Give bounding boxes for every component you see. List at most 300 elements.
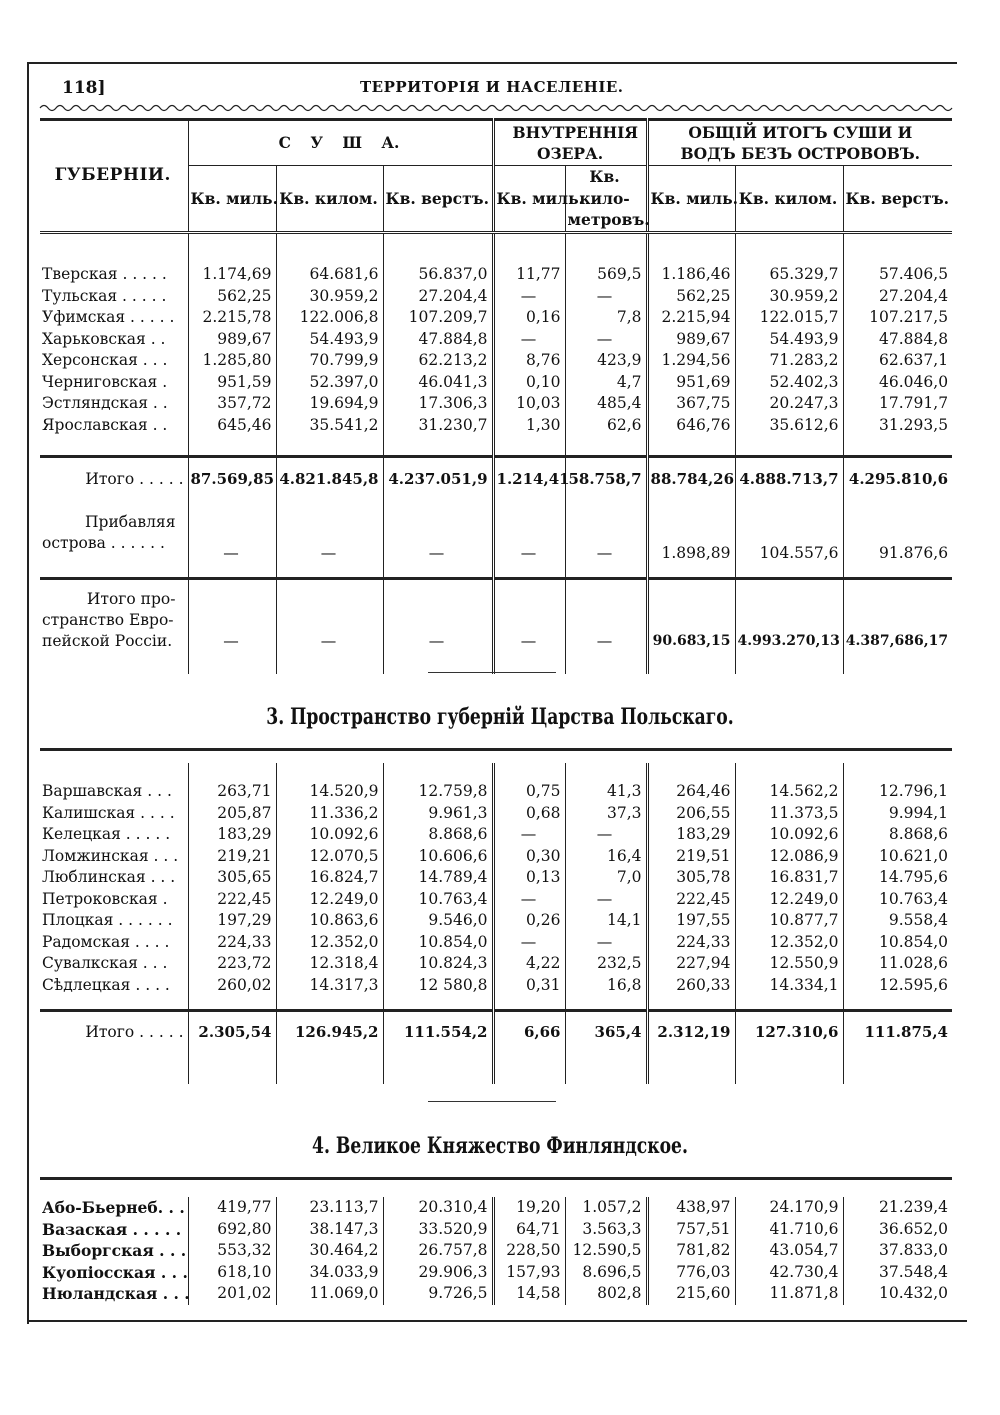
table-cell: — [188, 502, 276, 564]
table-cell: 30.464,2 [276, 1240, 383, 1262]
table-cell: 91.876,6 [843, 502, 952, 564]
row-name: Плоцкая . . . . . . [42, 911, 173, 929]
table-cell: 11.336,2 [276, 803, 383, 825]
spacer-cell [40, 1054, 188, 1084]
table-cell: 33.520,9 [383, 1219, 493, 1241]
table-cell: 111.875,4 [843, 1010, 952, 1054]
row-name: Эстляндская . . [42, 394, 168, 412]
table-cell: 107.209,7 [383, 307, 493, 329]
table-cell: 232,5 [565, 953, 647, 975]
row-name: Тульская . . . . . [42, 286, 167, 305]
table-body [40, 232, 952, 674]
table-cell: 645,46 [188, 415, 276, 437]
spacer-cell [493, 996, 565, 1010]
spacer-cell [647, 564, 735, 578]
spacer-cell [647, 232, 735, 264]
table-cell: 11.373,5 [735, 803, 843, 825]
row-name: Херсонская . . . [42, 351, 168, 369]
table-top-rule [40, 1177, 952, 1180]
spacer-row [40, 232, 952, 264]
table-cell: 14,58 [493, 1283, 565, 1305]
grand-total-row [40, 578, 952, 674]
table-cell: 0,75 [493, 781, 565, 803]
table-row [40, 264, 952, 286]
table-cell: 4,7 [565, 372, 647, 394]
spacer-cell [735, 1054, 843, 1084]
table-cell: 12.086,9 [735, 846, 843, 868]
table-cell: 1,30 [493, 415, 565, 437]
table-cell: 4,22 [493, 953, 565, 975]
table-cell: — [276, 578, 383, 674]
table-row [40, 889, 952, 911]
table-cell: — [493, 286, 565, 308]
table-row [40, 910, 952, 932]
table-cell: 1.285,80 [188, 350, 276, 372]
table-cell: 11.871,8 [735, 1283, 843, 1305]
spacer-cell [188, 763, 276, 781]
table-cell: 30.959,2 [735, 286, 843, 308]
spacer-cell [276, 564, 383, 578]
table-cell: — [493, 329, 565, 351]
table-cell: 183,29 [188, 824, 276, 846]
table-cell: 65.329,7 [735, 264, 843, 286]
table-body [40, 763, 952, 1084]
table-cell: — [565, 932, 647, 954]
table-cell: 562,25 [647, 286, 735, 308]
table-cell: 224,33 [647, 932, 735, 954]
table-cell: — [565, 329, 647, 351]
spacer-cell [188, 232, 276, 264]
table-cell: 12.249,0 [276, 889, 383, 911]
row-name [40, 502, 188, 564]
unit-header: Кв. миль. [647, 166, 735, 233]
table-cell: 58.758,7 [565, 456, 647, 502]
table-cell: 10.763,4 [843, 889, 952, 911]
table-cell: 8.868,6 [843, 824, 952, 846]
table-cell: — [565, 502, 647, 564]
table-cell: 4.888.713,7 [735, 456, 843, 502]
spacer-cell [40, 436, 188, 456]
table-cell: 54.493,9 [276, 329, 383, 351]
table-cell: 1.057,2 [565, 1197, 647, 1219]
table-cell: 4.993.270,13 [735, 578, 843, 674]
spacer-row [40, 564, 952, 578]
row-name: Итого . . . . . [40, 456, 188, 502]
row-name: Петроковская . [42, 889, 168, 908]
table-row [40, 1262, 952, 1284]
table-cell: 8,76 [493, 350, 565, 372]
table-cell: 569,5 [565, 264, 647, 286]
table-cell: — [383, 578, 493, 674]
table-european-russia [40, 118, 952, 674]
table-row [40, 1240, 952, 1262]
table-cell: — [276, 502, 383, 564]
table-cell: 1.214,41 [493, 456, 565, 502]
table-cell: 215,60 [647, 1283, 735, 1305]
spacer-cell [40, 996, 188, 1010]
table-cell: 0,13 [493, 867, 565, 889]
table-cell: 9.546,0 [383, 910, 493, 932]
spacer-cell [188, 1054, 276, 1084]
section-divider [428, 1101, 556, 1102]
spacer-cell [276, 763, 383, 781]
table-cell: 206,55 [647, 803, 735, 825]
spacer-cell [565, 763, 647, 781]
table-cell: 4.821.845,8 [276, 456, 383, 502]
table-cell: 90.683,15 [647, 578, 735, 674]
section-title-poland: 3. Пространство губерній Царства Польскаго. [266, 704, 734, 730]
spacer-row [40, 996, 952, 1010]
table-row [40, 846, 952, 868]
spacer-cell [843, 996, 952, 1010]
table-cell: 12.352,0 [276, 932, 383, 954]
row-name: Черниговская . [42, 372, 168, 391]
table-cell: 10.763,4 [383, 889, 493, 911]
table-cell: — [493, 889, 565, 911]
table-cell: 14,1 [565, 910, 647, 932]
table-cell: 54.493,9 [735, 329, 843, 351]
table-cell: 12.352,0 [735, 932, 843, 954]
row-name: Ярославская . . [42, 415, 168, 434]
table-cell: 367,75 [647, 393, 735, 415]
table-cell: 989,67 [647, 329, 735, 351]
table-row [40, 824, 952, 846]
row-name: Итого . . . . . [40, 1010, 188, 1054]
table-cell: 127.310,6 [735, 1010, 843, 1054]
table-cell: — [565, 286, 647, 308]
table-cell: 2.215,94 [647, 307, 735, 329]
spacer-cell [565, 564, 647, 578]
table-cell: 1.294,56 [647, 350, 735, 372]
table-cell: 88.784,26 [647, 456, 735, 502]
table-cell: 70.799,9 [276, 350, 383, 372]
table-row [40, 932, 952, 954]
table-cell: 224,33 [188, 932, 276, 954]
table-cell: 802,8 [565, 1283, 647, 1305]
table-cell: 10.863,6 [276, 910, 383, 932]
spacer-cell [188, 436, 276, 456]
table-cell: 12.070,5 [276, 846, 383, 868]
table-cell: 989,67 [188, 329, 276, 351]
spacer-cell [735, 763, 843, 781]
table-row [40, 393, 952, 415]
table-row [40, 1219, 952, 1241]
page-frame-left [27, 62, 29, 1324]
table-cell: 0,10 [493, 372, 565, 394]
table-cell: 228,50 [493, 1240, 565, 1262]
table-cell: 260,02 [188, 975, 276, 997]
table-cell: 7,8 [565, 307, 647, 329]
section-title-finland: 4. Великое Княжество Финляндское. [312, 1133, 688, 1159]
table-cell: 8.868,6 [383, 824, 493, 846]
table-row [40, 975, 952, 997]
table-cell: 6,66 [493, 1010, 565, 1054]
spacer-cell [383, 763, 493, 781]
table-cell: 47.884,8 [383, 329, 493, 351]
section-divider [428, 672, 556, 673]
spacer-cell [383, 564, 493, 578]
table-row [40, 307, 952, 329]
table-cell: 34.033,9 [276, 1262, 383, 1284]
table-cell: 87.569,85 [188, 456, 276, 502]
table-cell: 14.562,2 [735, 781, 843, 803]
page-frame-top [27, 62, 957, 64]
spacer-cell [843, 1054, 952, 1084]
table-cell: 11.028,6 [843, 953, 952, 975]
table-cell: 104.557,6 [735, 502, 843, 564]
header-total: ОБЩІЙ ИТОГЪ СУШИ И ВОДЪ БЕЗЪ ОСТРОВОВЪ. [647, 120, 952, 166]
table-cell: 31.293,5 [843, 415, 952, 437]
table-row [40, 1283, 952, 1305]
row-name-line: пейской Россіи. [42, 632, 173, 650]
table-cell: 423,9 [565, 350, 647, 372]
row-name [40, 578, 188, 674]
table-cell: 23.113,7 [276, 1197, 383, 1219]
table-cell: 107.217,5 [843, 307, 952, 329]
table-cell: 219,51 [647, 846, 735, 868]
table-cell: 9.961,3 [383, 803, 493, 825]
row-name-line: Прибавляя [85, 513, 176, 531]
table-cell: 4.237.051,9 [383, 456, 493, 502]
table-cell: 11.069,0 [276, 1283, 383, 1305]
unit-header: Кв. кило-метровъ. [565, 166, 647, 233]
table-cell: — [493, 502, 565, 564]
row-name: Нюландская . . . [42, 1284, 190, 1303]
table-cell: 757,51 [647, 1219, 735, 1241]
table-cell: 16.831,7 [735, 867, 843, 889]
page-frame-bottom [27, 1320, 967, 1322]
table-body [40, 1197, 952, 1305]
table-cell: 12.318,4 [276, 953, 383, 975]
table-cell: 1.174,69 [188, 264, 276, 286]
spacer-cell [493, 232, 565, 264]
table-cell: 17.791,7 [843, 393, 952, 415]
table-cell: 263,71 [188, 781, 276, 803]
spacer-cell [843, 436, 952, 456]
table-cell: 3.563,3 [565, 1219, 647, 1241]
unit-header: Кв. килом. [276, 166, 383, 233]
table-cell: 16.824,7 [276, 867, 383, 889]
table-row [40, 286, 952, 308]
table-cell: — [565, 889, 647, 911]
table-row [40, 372, 952, 394]
islands-row [40, 502, 952, 564]
spacer-cell [647, 996, 735, 1010]
table-cell: 46.041,3 [383, 372, 493, 394]
table-cell: 42.730,4 [735, 1262, 843, 1284]
table-cell: 10,03 [493, 393, 565, 415]
header-susha: С У Ш А. [188, 120, 493, 166]
table-row [40, 329, 952, 351]
table-cell: 4.387,686,17 [843, 578, 952, 674]
table-cell: 0,30 [493, 846, 565, 868]
table-cell: 12.595,6 [843, 975, 952, 997]
row-name: Куопіосская . . . [42, 1262, 188, 1282]
table-finland [40, 1197, 952, 1305]
table-cell: 197,55 [647, 910, 735, 932]
table-row [40, 415, 952, 437]
table-cell: 21.239,4 [843, 1197, 952, 1219]
table-cell: — [383, 502, 493, 564]
table-cell: 43.054,7 [735, 1240, 843, 1262]
table-cell: 14.520,9 [276, 781, 383, 803]
table-cell: 1.898,89 [647, 502, 735, 564]
table-cell: 223,72 [188, 953, 276, 975]
table-cell: 41,3 [565, 781, 647, 803]
table-cell: 62,6 [565, 415, 647, 437]
spacer-cell [188, 996, 276, 1010]
spacer-row [40, 436, 952, 456]
table-cell: 41.710,6 [735, 1219, 843, 1241]
table-cell: 35.541,2 [276, 415, 383, 437]
table-poland [40, 763, 952, 1084]
wavy-rule [40, 103, 952, 113]
running-head: ТЕРРИТОРІЯ И НАСЕЛЕНІЕ. [360, 78, 624, 96]
table-cell: 1.186,46 [647, 264, 735, 286]
table-row [40, 781, 952, 803]
table-cell: 305,78 [647, 867, 735, 889]
table-cell: 0,26 [493, 910, 565, 932]
table-cell: — [493, 578, 565, 674]
table-cell: 646,76 [647, 415, 735, 437]
table-cell: 12.550,9 [735, 953, 843, 975]
total-row [40, 1010, 952, 1054]
unit-header: Кв. верстъ. [843, 166, 952, 233]
table-cell: 46.046,0 [843, 372, 952, 394]
row-name: Калишская . . . . [42, 803, 175, 822]
spacer-cell [383, 996, 493, 1010]
table-row [40, 803, 952, 825]
row-name: Вазаская . . . . . [42, 1219, 182, 1239]
table-cell: 201,02 [188, 1283, 276, 1305]
table-top-rule [40, 748, 952, 751]
table-cell: 2.312,19 [647, 1010, 735, 1054]
table-cell: 12.759,8 [383, 781, 493, 803]
table-cell: — [493, 824, 565, 846]
spacer-cell [843, 232, 952, 264]
table-cell: 12 580,8 [383, 975, 493, 997]
spacer-cell [843, 564, 952, 578]
table-cell: 64,71 [493, 1219, 565, 1241]
table-cell: 553,32 [188, 1240, 276, 1262]
spacer-cell [565, 232, 647, 264]
table-cell: 260,33 [647, 975, 735, 997]
total-row [40, 456, 952, 502]
table-cell: 10.877,7 [735, 910, 843, 932]
table-cell: 27.204,4 [383, 286, 493, 308]
table-cell: 36.652,0 [843, 1219, 952, 1241]
table-cell: 9.994,1 [843, 803, 952, 825]
row-name: Сувалкская . . . [42, 954, 168, 972]
table-cell: 776,03 [647, 1262, 735, 1284]
row-name: Тверская . . . . . [42, 265, 167, 283]
row-name: Радомская . . . . [42, 932, 170, 951]
row-name: Харьковская . . [42, 329, 166, 348]
table-cell: 485,4 [565, 393, 647, 415]
table-cell: 37,3 [565, 803, 647, 825]
spacer-cell [843, 763, 952, 781]
table-cell: 0,68 [493, 803, 565, 825]
table-cell: 24.170,9 [735, 1197, 843, 1219]
table-cell: 197,29 [188, 910, 276, 932]
table-cell: 37.833,0 [843, 1240, 952, 1262]
table-cell: 62.637,1 [843, 350, 952, 372]
row-name-line: острова . . . . . . [42, 534, 165, 552]
table-cell: 951,69 [647, 372, 735, 394]
row-name: Ломжинская . . . [42, 846, 179, 865]
spacer-cell [647, 1054, 735, 1084]
spacer-cell [40, 763, 188, 781]
table-cell: — [565, 578, 647, 674]
table-cell: 64.681,6 [276, 264, 383, 286]
spacer-cell [735, 436, 843, 456]
row-name: Уфимская . . . . . [42, 308, 175, 326]
table-cell: 27.204,4 [843, 286, 952, 308]
table-cell: 222,45 [647, 889, 735, 911]
table-cell: 7,0 [565, 867, 647, 889]
row-name: Або-Бьернеб. . . [42, 1198, 185, 1217]
table-cell: 0,16 [493, 307, 565, 329]
row-name: Варшавская . . . [42, 782, 172, 800]
spacer-cell [647, 436, 735, 456]
table-cell: 264,46 [647, 781, 735, 803]
table-cell: 419,77 [188, 1197, 276, 1219]
table-cell: 19.694,9 [276, 393, 383, 415]
row-name: Келецкая . . . . . [42, 825, 171, 843]
table-cell: 20.247,3 [735, 393, 843, 415]
table-cell: 618,10 [188, 1262, 276, 1284]
row-name: Сѣдлецкая . . . . [42, 975, 170, 994]
table-row [40, 867, 952, 889]
header-lakes: ВНУТРЕННІЯ ОЗЕРА. [493, 120, 647, 166]
table-cell: 10.854,0 [383, 932, 493, 954]
table-cell: 35.612,6 [735, 415, 843, 437]
table-cell: 14.334,1 [735, 975, 843, 997]
spacer-cell [493, 763, 565, 781]
table-cell: 438,97 [647, 1197, 735, 1219]
spacer-cell [276, 1054, 383, 1084]
row-name: Люблинская . . . [42, 868, 176, 886]
table-cell: 222,45 [188, 889, 276, 911]
table-cell: 951,59 [188, 372, 276, 394]
table-cell: 52.402,3 [735, 372, 843, 394]
table-cell: 57.406,5 [843, 264, 952, 286]
spacer-cell [276, 436, 383, 456]
table-cell: 357,72 [188, 393, 276, 415]
table-cell: 12.249,0 [735, 889, 843, 911]
table-cell: 26.757,8 [383, 1240, 493, 1262]
unit-header: Кв. килом. [735, 166, 843, 233]
unit-header: Кв. миль. [493, 166, 565, 233]
row-name-line: Итого про- [86, 590, 176, 608]
row-name-line: странство Евро- [42, 611, 174, 629]
table-cell: 31.230,7 [383, 415, 493, 437]
table-cell: 17.306,3 [383, 393, 493, 415]
spacer-cell [383, 232, 493, 264]
table-cell: 38.147,3 [276, 1219, 383, 1241]
spacer-cell [493, 1054, 565, 1084]
table-cell: 205,87 [188, 803, 276, 825]
table-cell: 10.824,3 [383, 953, 493, 975]
spacer-cell [40, 232, 188, 264]
table-cell: 2.305,54 [188, 1010, 276, 1054]
table-cell: 122.006,8 [276, 307, 383, 329]
spacer-cell [647, 763, 735, 781]
table-cell: 12.796,1 [843, 781, 952, 803]
table-cell: — [493, 932, 565, 954]
spacer-cell [565, 436, 647, 456]
table-row [40, 1197, 952, 1219]
